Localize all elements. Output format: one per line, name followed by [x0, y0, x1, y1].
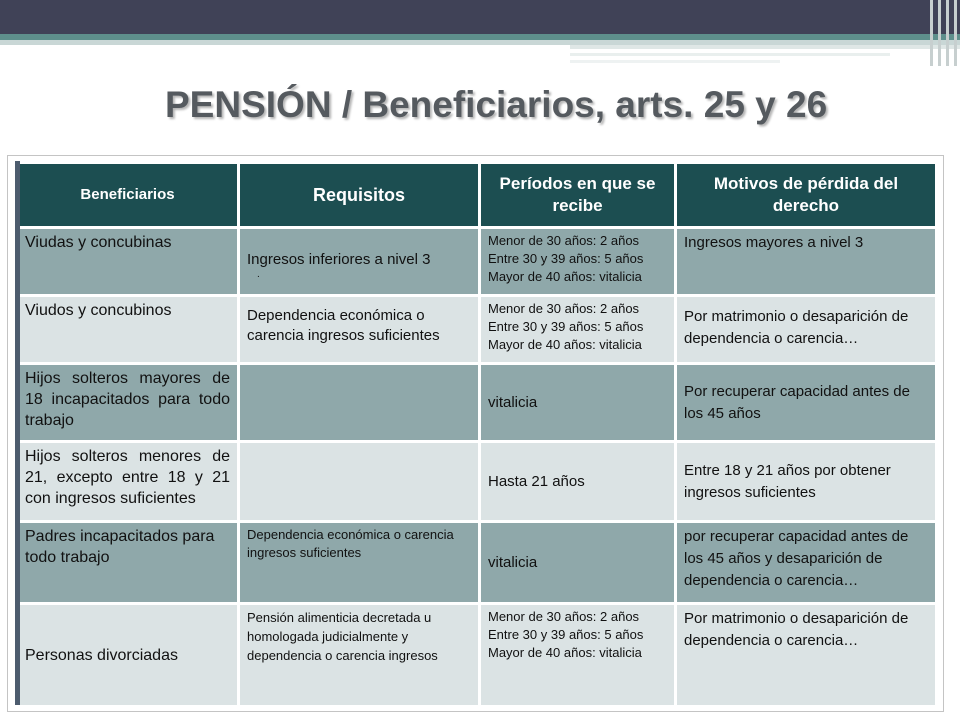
cell-beneficiario: Personas divorciadas — [17, 604, 239, 707]
table-row — [17, 296, 937, 364]
cell-periodos — [480, 296, 676, 364]
cell-requisitos — [239, 296, 480, 364]
period-line: Entre 30 y 39 años: 5 años — [488, 251, 644, 266]
cell-beneficiario: Hijos solteros menores de 21, excepto entre 18 y 21 con ingresos suficientes — [17, 442, 239, 522]
period-line: Mayor de 40 años: vitalicia — [488, 269, 642, 284]
decorative-lines — [926, 0, 960, 66]
table-left-accent — [15, 161, 20, 705]
period-line: Menor de 30 años: 2 años — [488, 233, 640, 248]
header-stripe — [570, 45, 960, 49]
header-requisitos: Requisitos — [239, 163, 480, 228]
header-band — [0, 0, 960, 34]
cell-text: Ingresos inferiores a nivel 3 — [247, 251, 431, 268]
header-stripe — [570, 60, 780, 63]
cell-motivos: Ingresos mayores a nivel 3 — [676, 228, 937, 296]
cell-mark: . — [257, 269, 260, 280]
cell-beneficiario: Padres incapacitados para todo trabajo — [17, 522, 239, 604]
table-row — [17, 228, 937, 296]
cell-motivos: Por recuperar capacidad antes de los 45 años — [676, 364, 937, 442]
cell-periodos: Hasta 21 años — [480, 442, 676, 522]
cell-motivos: por recuperar capacidad antes de los 45 años y desaparición de dependencia o carencia… — [676, 522, 937, 604]
cell-beneficiario: Viudos y concubinos — [17, 296, 239, 364]
table-row — [17, 604, 937, 707]
cell-requisitos — [239, 442, 480, 522]
table-row — [17, 442, 937, 522]
header-stripe — [570, 53, 890, 56]
period-line: Menor de 30 años: 2 años — [488, 301, 640, 316]
cell-text: Viudas y concubinas — [25, 234, 172, 251]
cell-motivos: Por matrimonio o desaparición de dependencia o carencia… — [676, 604, 937, 707]
cell-requisitos: Dependencia económica o carencia ingresos suficientes — [239, 522, 480, 604]
cell-beneficiario: Hijos solteros mayores de 18 incapacitados para todo trabajo — [17, 364, 239, 442]
header-motivos: Motivos de pérdida del derecho — [676, 163, 937, 228]
cell-motivos — [676, 296, 937, 364]
cell-beneficiario — [17, 228, 239, 296]
cell-periodos — [480, 604, 676, 707]
period-line: Mayor de 40 años: vitalicia — [488, 645, 642, 660]
period-line: Menor de 30 años: 2 años — [488, 609, 640, 624]
cell-requisitos — [239, 364, 480, 442]
table-row — [17, 522, 937, 604]
cell-motivos: Entre 18 y 21 años por obtener ingresos suficientes — [676, 442, 937, 522]
cell-periodos — [480, 228, 676, 296]
period-line: Entre 30 y 39 años: 5 años — [488, 319, 644, 334]
cell-text: Dependencia económica o carencia ingresos suficientes — [247, 307, 440, 344]
beneficiaries-table — [15, 161, 938, 708]
page-title: PENSIÓN / Beneficiarios, arts. 25 y 26 — [165, 84, 828, 125]
header-periodos: Períodos en que se recibe — [480, 163, 676, 228]
cell-periodos: vitalicia — [480, 364, 676, 442]
table-header-row — [17, 163, 937, 228]
period-line: Mayor de 40 años: vitalicia — [488, 337, 642, 352]
cell-periodos: vitalicia — [480, 522, 676, 604]
header-beneficiarios: Beneficiarios — [17, 163, 239, 228]
period-line: Entre 30 y 39 años: 5 años — [488, 627, 644, 642]
cell-text: Por matrimonio o desaparición de dependencia o carencia… — [684, 308, 909, 347]
table-row — [17, 364, 937, 442]
cell-requisitos: Pensión alimenticia decretada u homologada judicialmente y dependencia o carencia ingresos — [239, 604, 480, 707]
cell-requisitos — [239, 228, 480, 296]
